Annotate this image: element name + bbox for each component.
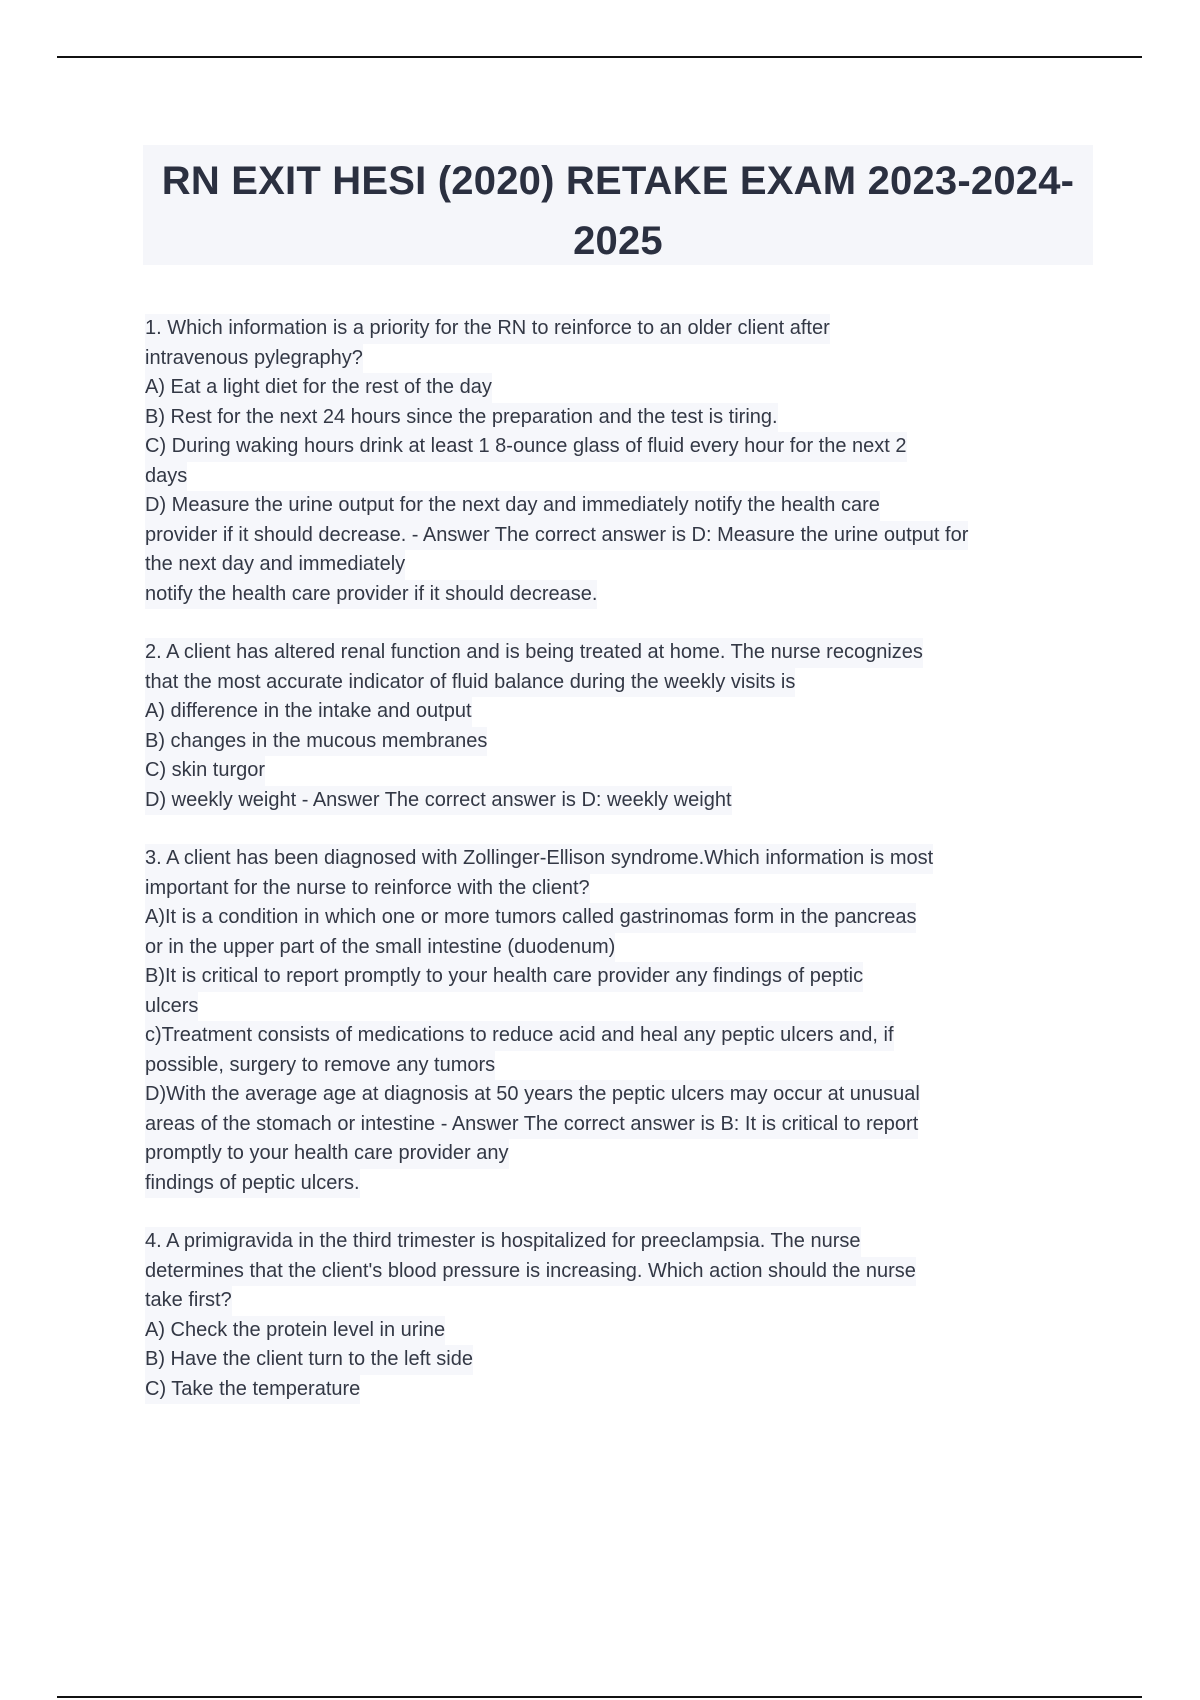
question-3 [145, 844, 1085, 1198]
question-line: possible, surgery to remove any tumors [145, 1051, 495, 1081]
top-divider [57, 56, 1142, 58]
question-line: D)With the average age at diagnosis at 50 years the peptic ulcers may occur at unusual [145, 1080, 920, 1110]
question-line: 4. A primigravida in the third trimester is hospitalized for preeclampsia. The nurse [145, 1227, 861, 1257]
question-line: intravenous pylegraphy? [145, 344, 363, 374]
question-line: determines that the client's blood pressure is increasing. Which action should the nurse [145, 1257, 916, 1287]
question-line: 3. A client has been diagnosed with Zollinger-Ellison syndrome.Which information is most [145, 844, 933, 874]
question-line: D) weekly weight - Answer The correct answer is D: weekly weight [145, 786, 732, 816]
question-line: B) Have the client turn to the left side [145, 1345, 473, 1375]
question-1 [145, 314, 1085, 609]
question-line: D) Measure the urine output for the next day and immediately notify the health care [145, 491, 880, 521]
title-line-1: RN EXIT HESI (2020) RETAKE EXAM 2023-2024- [161, 159, 1075, 203]
question-2 [145, 638, 1085, 815]
question-line: B) Rest for the next 24 hours since the preparation and the test is tiring. [145, 403, 778, 433]
question-line: A)It is a condition in which one or more tumors called gastrinomas form in the pancreas [145, 903, 916, 933]
question-line: findings of peptic ulcers. [145, 1169, 360, 1199]
question-line: A) difference in the intake and output [145, 697, 472, 727]
title-line-2: 2025 [573, 219, 663, 263]
question-list [145, 314, 1085, 1433]
question-line: or in the upper part of the small intestine (duodenum) [145, 933, 615, 963]
bottom-divider [57, 1696, 1142, 1698]
title-banner [143, 145, 1093, 265]
question-line: important for the nurse to reinforce with the client? [145, 874, 590, 904]
question-4 [145, 1227, 1085, 1404]
question-line: C) During waking hours drink at least 1 8-ounce glass of fluid every hour for the next 2 [145, 432, 907, 462]
question-line: C) Take the temperature [145, 1375, 360, 1405]
question-line: that the most accurate indicator of fluid balance during the weekly visits is [145, 668, 795, 698]
question-line: the next day and immediately [145, 550, 405, 580]
question-line: C) skin turgor [145, 756, 265, 786]
question-line: 1. Which information is a priority for the RN to reinforce to an older client after [145, 314, 830, 344]
question-line: A) Eat a light diet for the rest of the day [145, 373, 492, 403]
question-line: days [145, 462, 187, 492]
question-line: take first? [145, 1286, 232, 1316]
question-line: 2. A client has altered renal function and is being treated at home. The nurse recognizes [145, 638, 923, 668]
question-line: B)It is critical to report promptly to your health care provider any findings of peptic [145, 962, 863, 992]
question-line: c)Treatment consists of medications to reduce acid and heal any peptic ulcers and, if [145, 1021, 894, 1051]
question-line: areas of the stomach or intestine - Answer The correct answer is B: It is critical to report [145, 1110, 918, 1140]
question-line: notify the health care provider if it should decrease. [145, 580, 597, 610]
question-line: promptly to your health care provider any [145, 1139, 509, 1169]
question-line: ulcers [145, 992, 198, 1022]
question-line: A) Check the protein level in urine [145, 1316, 445, 1346]
question-line: provider if it should decrease. - Answer The correct answer is D: Measure the urine output for [145, 521, 968, 551]
page-title [143, 145, 1093, 271]
question-line: B) changes in the mucous membranes [145, 727, 487, 757]
